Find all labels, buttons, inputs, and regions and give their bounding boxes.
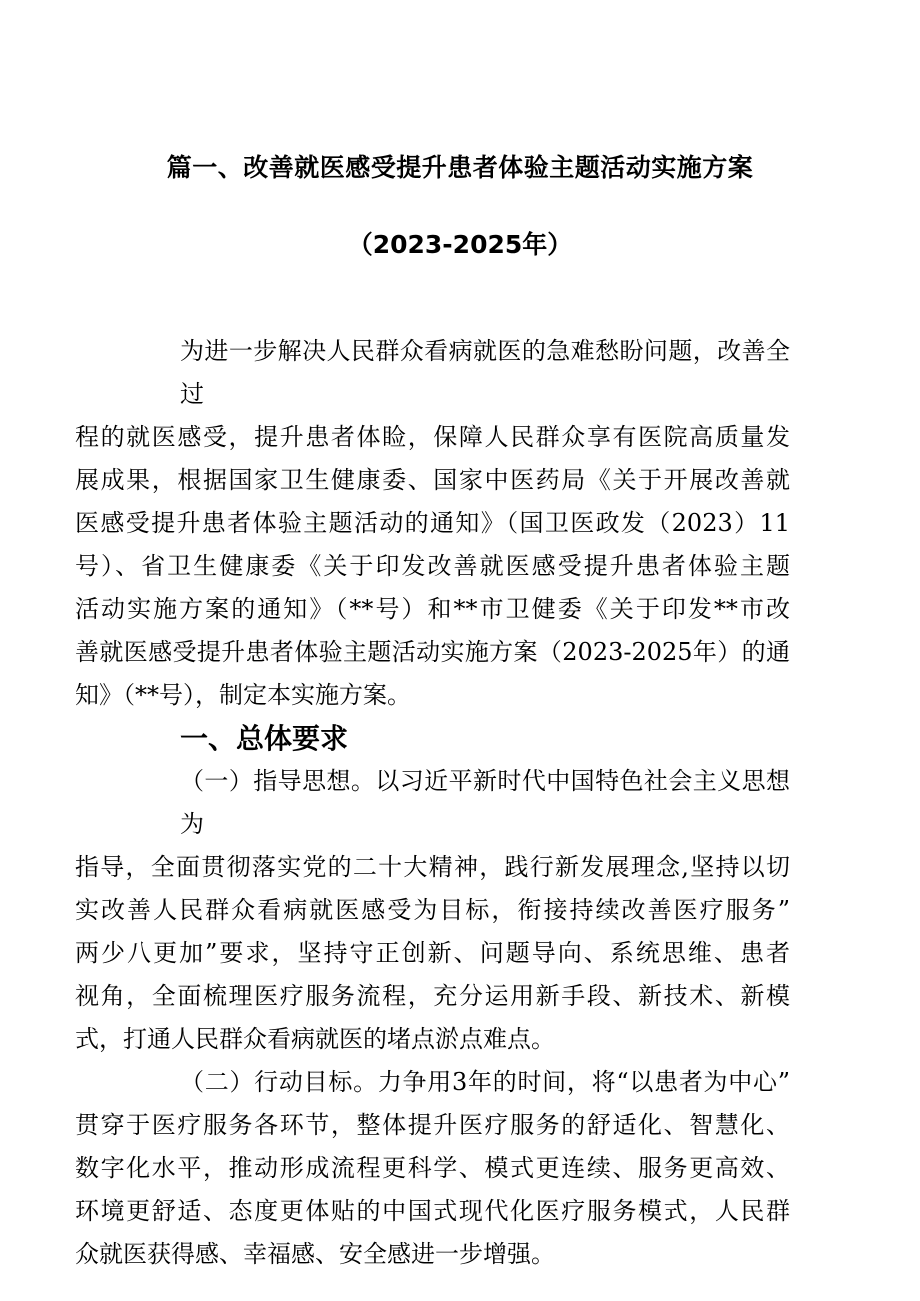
document-body [75,330,790,1276]
document-subtitle: （2023-2025年） [347,230,573,259]
text-line: 号）、省卫生健康委《关于印发改善就医感受提升患者体验主题 [75,552,790,580]
text-line: （一）指导思想。以习近平新时代中国特色社会主义思想为 [180,767,790,838]
section-heading: 一、总体要求 [180,722,349,755]
text-line: 众就医获得感、幸福感、安全感进一步增强。 [75,1240,555,1268]
text-line: 视角，全面梳理医疗服务流程，充分运用新手段、新技术、新模 [75,982,790,1010]
paragraph [75,760,790,1061]
text-line: 活动实施方案的通知》（**号）和**市卫健委《关于印发**市改 [75,595,790,623]
text-line: 医感受提升患者体验主题活动的通知》（国卫医政发（2023）11 [75,509,790,537]
text-line: 环境更舒适、态度更体贴的中国式现代化医疗服务模式，人民群 [75,1197,790,1225]
text-line: 指导，全面贯彻落实党的二十大精神，践行新发展理念,坚持以切 [75,853,790,881]
text-line: 知》（**号），制定本实施方案。 [75,681,411,709]
text-line: 实改善人民群众看病就医感受为目标，衔接持续改善医疗服务” [75,896,790,924]
document-title: 篇一、改善就医感受提升患者体验主题活动实施方案 [166,153,754,182]
text-line: 贯穿于医疗服务各环节，整体提升医疗服务的舒适化、智慧化、 [75,1111,790,1139]
text-line: 两少八更加”要求，坚持守正创新、问题导向、系统思维、患者 [75,939,790,967]
text-line: 展成果，根据国家卫生健康委、国家中医药局《关于开展改善就 [75,466,790,494]
paragraph [75,330,790,717]
text-line: （二）行动目标。力争用3年的时间，将“以患者为中心” [180,1068,790,1096]
text-line: 数字化水平，推动形成流程更科学、模式更连续、服务更高效、 [75,1154,790,1182]
paragraph [75,1061,790,1276]
text-line: 为进一步解决人民群众看病就医的急难愁盼问题，改善全过 [180,337,790,408]
text-line: 式，打通人民群众看病就医的堵点淤点难点。 [75,1025,555,1053]
text-line: 程的就医感受，提升患者体睑，保障人民群众享有医院高质量发 [75,423,790,451]
text-line: 善就医感受提升患者体验主题活动实施方案（2023-2025年）的通 [75,638,790,666]
